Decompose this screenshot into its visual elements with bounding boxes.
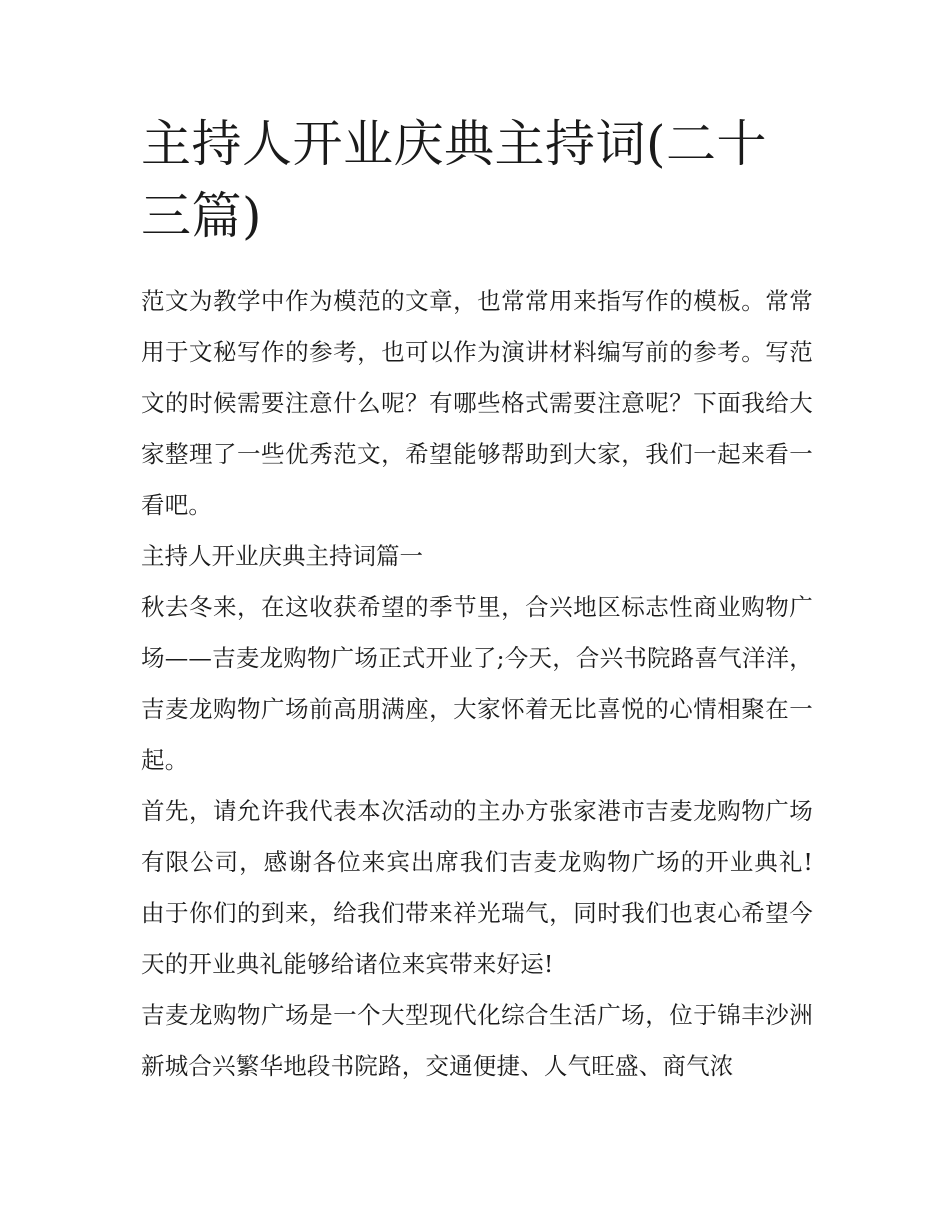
intro-paragraph: 范文为教学中作为模范的文章，也常常用来指写作的模板。常常用于文秘写作的参考，也可以作为演讲材料编写前的参考。写范文的时候需要注意什么呢？有哪些格式需要注意呢？下面我给大家整理了一些优秀范文，希望能够帮助到大家，我们一起来看一看吧。 xyxy=(141,287,813,519)
document-title: 主持人开业庆典主持词(二十三篇) xyxy=(141,115,768,245)
section-heading: 主持人开业庆典主持词篇一 xyxy=(141,542,423,570)
body-paragraph-3: 吉麦龙购物广场是一个大型现代化综合生活广场，位于锦丰沙洲新城合兴繁华地段书院路，交通便捷、人气旺盛、商气浓 xyxy=(141,1001,813,1080)
body-paragraph-2: 首先，请允许我代表本次活动的主办方张家港市吉麦龙购物广场有限公司，感谢各位来宾出席我们吉麦龙购物广场的开业典礼!由于你们的到来，给我们带来祥光瑞气，同时我们也衷心希望今天的开业典礼能够给诸位来宾带来好运! xyxy=(141,797,813,978)
document-body xyxy=(141,108,813,1092)
body-paragraph-1: 秋去冬来，在这收获希望的季节里，合兴地区标志性商业购物广场——吉麦龙购物广场正式开业了;今天，合兴书院路喜气洋洋，吉麦龙购物广场前高朋满座，大家怀着无比喜悦的心情相聚在一起。 xyxy=(141,593,813,774)
